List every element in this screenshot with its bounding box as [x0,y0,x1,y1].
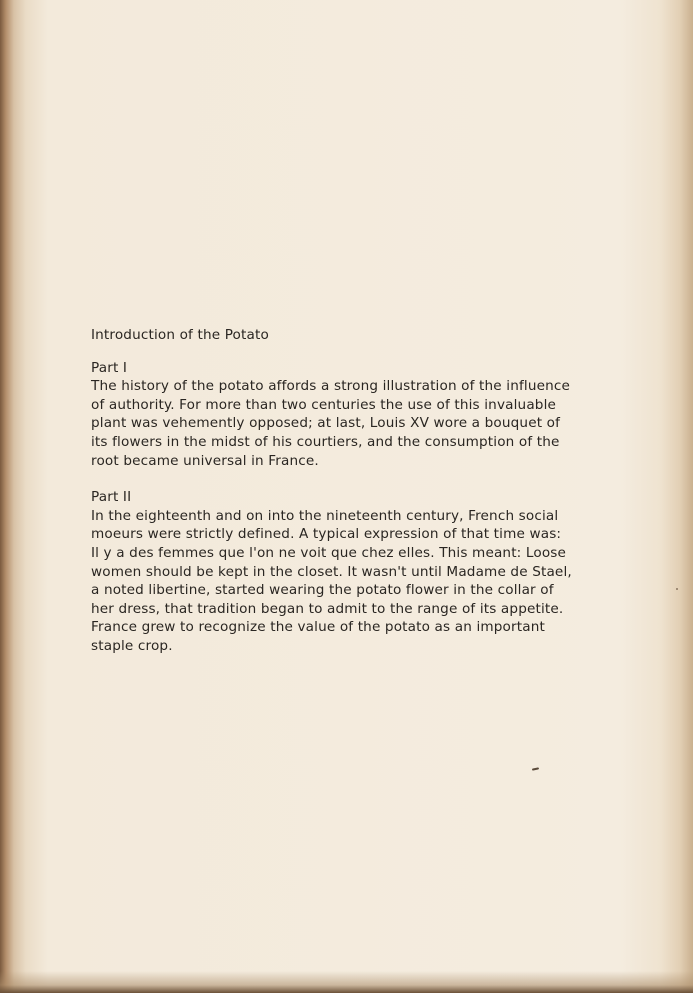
ink-speck [532,767,539,770]
document-body [91,326,611,674]
paragraph-line: her dress, that tradition began to admit to the range of its appetite. [91,600,564,617]
paragraph-line: France grew to recognize the value of the potato as an important [91,619,545,636]
paragraph-line: moeurs were strictly defined. A typical expression of that time was: [91,526,562,543]
paragraph-line: of authority. For more than two centuries the use of this invaluable [91,396,557,413]
part-1-section [91,359,611,471]
paragraph-line: its flowers in the midst of his courtiers, and the consumption of the [91,433,560,450]
part-1-paragraph [91,377,611,470]
paragraph-line: a noted libertine, started wearing the potato flower in the collar of [91,582,554,599]
paragraph-line: root became universal in France. [91,452,319,469]
paragraph-line: staple crop. [91,637,173,654]
paragraph-line: women should be kept in the closet. It wasn't until Madame de Stael, [91,563,572,580]
document-title: Introduction of the Potato [91,327,269,343]
paragraph-line: Il y a des femmes que l'on ne voit que chez elles. This meant: Loose [91,544,567,561]
part-2-section [91,488,611,655]
paragraph-line: plant was vehemently opposed; at last, Louis XV wore a bouquet of [91,415,561,432]
ink-speck [676,588,678,590]
paragraph-line: In the eighteenth and on into the nineteenth century, French social [91,507,559,524]
part-2-label: Part II [91,489,132,506]
part-1-label: Part I [91,359,128,376]
paragraph-line: The history of the potato affords a strong illustration of the influence [91,378,571,395]
part-2-paragraph [91,507,611,656]
